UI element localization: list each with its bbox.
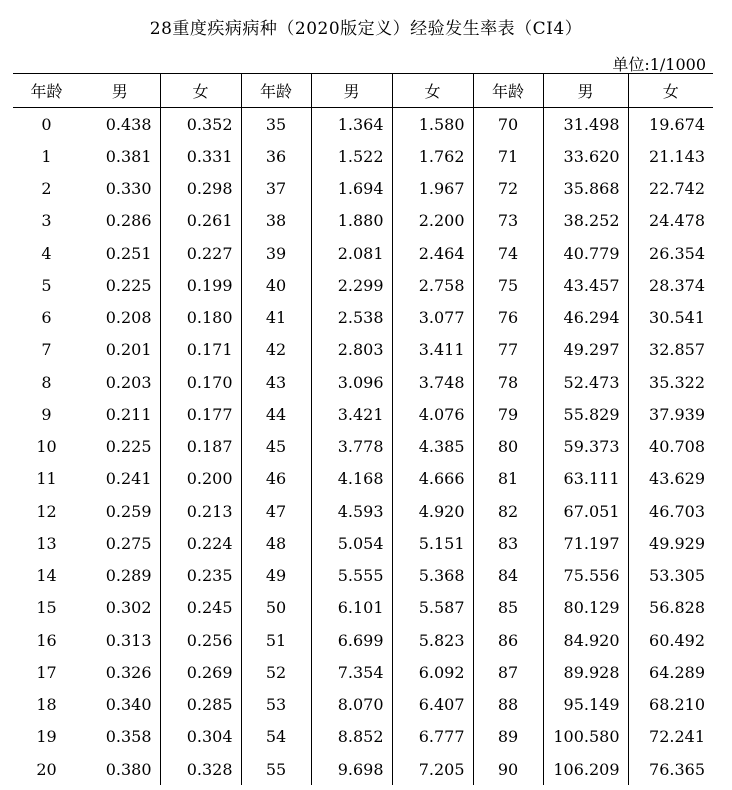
- cell-age: 77: [473, 334, 543, 366]
- cell-age: 43: [241, 366, 311, 398]
- table-row: [13, 398, 713, 430]
- cell-male: 59.373: [543, 431, 628, 463]
- cell-male: 40.779: [543, 237, 628, 269]
- cell-male: 0.225: [105, 275, 152, 295]
- cell-female: 5.368: [392, 560, 473, 592]
- cell-age: 86: [473, 624, 543, 656]
- cell-female: 72.241: [628, 721, 713, 753]
- cell-age: 2: [41, 179, 52, 199]
- cell-male: 100.580: [543, 721, 628, 753]
- cell-female: 3.077: [392, 302, 473, 334]
- cell-age: 71: [473, 140, 543, 172]
- cell-age: 39: [241, 237, 311, 269]
- cell-male: 0.259: [105, 501, 152, 521]
- table-row: [13, 108, 713, 141]
- header-row: [13, 74, 713, 108]
- cell-male: 38.252: [543, 205, 628, 237]
- cell-male: 1.694: [311, 173, 392, 205]
- cell-female: 60.492: [628, 624, 713, 656]
- cell-male: 49.297: [543, 334, 628, 366]
- cell-male: 71.197: [543, 527, 628, 559]
- cell-age: 41: [241, 302, 311, 334]
- cell-female: 7.205: [392, 753, 473, 785]
- cell-age: 46: [241, 463, 311, 495]
- cell-female: 24.478: [628, 205, 713, 237]
- cell-female: 0.245: [160, 592, 241, 624]
- cell-female: 0.304: [160, 721, 241, 753]
- cell-age: 44: [241, 398, 311, 430]
- cell-male: 7.354: [311, 656, 392, 688]
- cell-female: 0.328: [160, 753, 241, 785]
- header-male-1: 男: [111, 82, 128, 101]
- cell-male: 3.096: [311, 366, 392, 398]
- cell-male: 0.203: [105, 372, 152, 392]
- cell-age: 75: [473, 269, 543, 301]
- cell-male: 80.129: [543, 592, 628, 624]
- cell-male: 2.299: [311, 269, 392, 301]
- cell-female: 0.171: [160, 334, 241, 366]
- cell-female: 1.967: [392, 173, 473, 205]
- cell-female: 0.235: [160, 560, 241, 592]
- cell-age: 76: [473, 302, 543, 334]
- table-row: [13, 302, 713, 334]
- cell-male: 8.852: [311, 721, 392, 753]
- cell-female: 53.305: [628, 560, 713, 592]
- table-row: [13, 463, 713, 495]
- cell-male: 0.381: [105, 146, 152, 166]
- cell-male: 3.778: [311, 431, 392, 463]
- cell-female: 0.200: [160, 463, 241, 495]
- cell-male: 67.051: [543, 495, 628, 527]
- cell-female: 19.674: [628, 108, 713, 141]
- cell-age: 72: [473, 173, 543, 205]
- cell-age: 12: [36, 501, 57, 521]
- cell-male: 0.438: [105, 114, 152, 134]
- table-row: [13, 495, 713, 527]
- table-row: [13, 431, 713, 463]
- cell-female: 5.151: [392, 527, 473, 559]
- cell-male: 46.294: [543, 302, 628, 334]
- cell-male: 0.286: [105, 211, 152, 231]
- cell-male: 31.498: [543, 108, 628, 141]
- cell-age: 36: [241, 140, 311, 172]
- cell-male: 0.225: [105, 437, 152, 457]
- cell-age: 7: [41, 340, 52, 360]
- header-age-3: 年龄: [473, 74, 543, 108]
- cell-female: 0.298: [160, 173, 241, 205]
- cell-age: 50: [241, 592, 311, 624]
- cell-male: 52.473: [543, 366, 628, 398]
- cell-age: 10: [36, 437, 57, 457]
- cell-age: 48: [241, 527, 311, 559]
- cell-male: 0.275: [105, 533, 152, 553]
- cell-female: 76.365: [628, 753, 713, 785]
- cell-female: 2.758: [392, 269, 473, 301]
- cell-male: 0.313: [105, 630, 152, 650]
- cell-age: 38: [241, 205, 311, 237]
- cell-female: 0.261: [160, 205, 241, 237]
- cell-age: 19: [36, 727, 57, 747]
- cell-age: 82: [473, 495, 543, 527]
- header-female-2: 女: [392, 74, 473, 108]
- cell-age: 87: [473, 656, 543, 688]
- cell-female: 56.828: [628, 592, 713, 624]
- cell-age: 5: [41, 275, 52, 295]
- cell-age: 13: [36, 533, 57, 553]
- header-male-2: 男: [311, 74, 392, 108]
- cell-female: 21.143: [628, 140, 713, 172]
- table-row: [13, 527, 713, 559]
- cell-female: 6.407: [392, 689, 473, 721]
- cell-age: 78: [473, 366, 543, 398]
- cell-male: 3.421: [311, 398, 392, 430]
- cell-female: 1.762: [392, 140, 473, 172]
- cell-male: 55.829: [543, 398, 628, 430]
- header-female-3: 女: [628, 74, 713, 108]
- cell-female: 28.374: [628, 269, 713, 301]
- cell-male: 0.211: [105, 404, 152, 424]
- cell-female: 6.092: [392, 656, 473, 688]
- table-row: [13, 366, 713, 398]
- cell-age: 18: [36, 695, 57, 715]
- cell-female: 3.748: [392, 366, 473, 398]
- cell-male: 75.556: [543, 560, 628, 592]
- cell-female: 0.177: [160, 398, 241, 430]
- table-row: [13, 269, 713, 301]
- cell-male: 33.620: [543, 140, 628, 172]
- cell-female: 0.224: [160, 527, 241, 559]
- cell-female: 4.076: [392, 398, 473, 430]
- cell-female: 37.939: [628, 398, 713, 430]
- cell-age: 53: [241, 689, 311, 721]
- cell-male: 0.326: [105, 662, 152, 682]
- cell-male: 5.555: [311, 560, 392, 592]
- cell-female: 4.666: [392, 463, 473, 495]
- cell-male: 0.289: [105, 566, 152, 586]
- cell-age: 3: [41, 211, 52, 231]
- cell-female: 30.541: [628, 302, 713, 334]
- table-row: [13, 721, 713, 753]
- cell-male: 89.928: [543, 656, 628, 688]
- cell-male: 84.920: [543, 624, 628, 656]
- cell-male: 0.340: [105, 695, 152, 715]
- cell-age: 51: [241, 624, 311, 656]
- cell-female: 4.920: [392, 495, 473, 527]
- unit-label: 单位:1/1000: [612, 55, 706, 74]
- cell-male: 0.330: [105, 179, 152, 199]
- header-age-1: 年龄: [30, 82, 63, 101]
- cell-age: 1: [41, 146, 52, 166]
- cell-female: 0.256: [160, 624, 241, 656]
- cell-age: 11: [36, 469, 57, 489]
- cell-male: 43.457: [543, 269, 628, 301]
- cell-male: 6.101: [311, 592, 392, 624]
- cell-male: 1.522: [311, 140, 392, 172]
- table-row: [13, 334, 713, 366]
- cell-age: 70: [473, 108, 543, 141]
- cell-age: 47: [241, 495, 311, 527]
- cell-female: 4.385: [392, 431, 473, 463]
- table-title: 28重度疾病病种（2020版定义）经验发生率表（CI4）: [149, 19, 583, 39]
- cell-male: 6.699: [311, 624, 392, 656]
- cell-age: 90: [473, 753, 543, 785]
- cell-age: 79: [473, 398, 543, 430]
- header-male-3: 男: [543, 74, 628, 108]
- incidence-rate-table: [13, 73, 713, 785]
- cell-female: 0.227: [160, 237, 241, 269]
- cell-female: 5.823: [392, 624, 473, 656]
- cell-male: 0.251: [105, 243, 152, 263]
- table-row: [13, 753, 713, 785]
- cell-male: 1.364: [311, 108, 392, 141]
- table-row: [13, 592, 713, 624]
- cell-male: 95.149: [543, 689, 628, 721]
- cell-age: 4: [41, 243, 52, 263]
- cell-female: 5.587: [392, 592, 473, 624]
- cell-male: 5.054: [311, 527, 392, 559]
- cell-age: 35: [241, 108, 311, 141]
- cell-male: 2.803: [311, 334, 392, 366]
- cell-age: 40: [241, 269, 311, 301]
- table-body: [13, 108, 713, 786]
- cell-male: 8.070: [311, 689, 392, 721]
- cell-age: 55: [241, 753, 311, 785]
- cell-age: 84: [473, 560, 543, 592]
- cell-female: 2.464: [392, 237, 473, 269]
- cell-age: 83: [473, 527, 543, 559]
- cell-age: 6: [41, 308, 52, 328]
- cell-female: 0.285: [160, 689, 241, 721]
- cell-age: 54: [241, 721, 311, 753]
- table-row: [13, 656, 713, 688]
- cell-female: 2.200: [392, 205, 473, 237]
- cell-male: 9.698: [311, 753, 392, 785]
- cell-age: 9: [41, 404, 52, 424]
- cell-female: 40.708: [628, 431, 713, 463]
- table-row: [13, 624, 713, 656]
- cell-female: 43.629: [628, 463, 713, 495]
- cell-male: 4.168: [311, 463, 392, 495]
- cell-female: 64.289: [628, 656, 713, 688]
- cell-age: 52: [241, 656, 311, 688]
- cell-age: 80: [473, 431, 543, 463]
- cell-female: 0.199: [160, 269, 241, 301]
- cell-female: 0.187: [160, 431, 241, 463]
- cell-age: 16: [36, 630, 57, 650]
- cell-age: 8: [41, 372, 52, 392]
- cell-female: 3.411: [392, 334, 473, 366]
- cell-female: 35.322: [628, 366, 713, 398]
- cell-female: 0.213: [160, 495, 241, 527]
- cell-male: 1.880: [311, 205, 392, 237]
- cell-male: 0.358: [105, 727, 152, 747]
- cell-age: 45: [241, 431, 311, 463]
- cell-female: 0.352: [160, 108, 241, 141]
- cell-male: 0.380: [105, 759, 152, 779]
- cell-female: 26.354: [628, 237, 713, 269]
- cell-female: 68.210: [628, 689, 713, 721]
- cell-male: 35.868: [543, 173, 628, 205]
- table-row: [13, 237, 713, 269]
- cell-age: 0: [41, 114, 52, 134]
- header-female-1: 女: [160, 74, 241, 108]
- cell-female: 6.777: [392, 721, 473, 753]
- cell-age: 74: [473, 237, 543, 269]
- cell-female: 0.269: [160, 656, 241, 688]
- table-row: [13, 173, 713, 205]
- cell-age: 14: [36, 566, 57, 586]
- cell-age: 15: [36, 598, 57, 618]
- table-row: [13, 689, 713, 721]
- cell-female: 0.331: [160, 140, 241, 172]
- cell-female: 0.170: [160, 366, 241, 398]
- cell-age: 20: [36, 759, 57, 779]
- cell-age: 17: [36, 662, 57, 682]
- cell-age: 89: [473, 721, 543, 753]
- cell-male: 0.201: [105, 340, 152, 360]
- cell-age: 85: [473, 592, 543, 624]
- cell-age: 42: [241, 334, 311, 366]
- cell-male: 2.081: [311, 237, 392, 269]
- cell-age: 37: [241, 173, 311, 205]
- cell-female: 32.857: [628, 334, 713, 366]
- table-row: [13, 140, 713, 172]
- cell-male: 106.209: [543, 753, 628, 785]
- cell-age: 49: [241, 560, 311, 592]
- cell-female: 0.180: [160, 302, 241, 334]
- cell-female: 49.929: [628, 527, 713, 559]
- cell-male: 63.111: [543, 463, 628, 495]
- table-row: [13, 205, 713, 237]
- cell-male: 0.241: [105, 469, 152, 489]
- cell-age: 73: [473, 205, 543, 237]
- cell-male: 0.302: [105, 598, 152, 618]
- cell-male: 2.538: [311, 302, 392, 334]
- cell-female: 22.742: [628, 173, 713, 205]
- cell-age: 88: [473, 689, 543, 721]
- cell-female: 1.580: [392, 108, 473, 141]
- cell-female: 46.703: [628, 495, 713, 527]
- table-row: [13, 560, 713, 592]
- cell-age: 81: [473, 463, 543, 495]
- cell-male: 0.208: [105, 308, 152, 328]
- cell-male: 4.593: [311, 495, 392, 527]
- header-age-2: 年龄: [241, 74, 311, 108]
